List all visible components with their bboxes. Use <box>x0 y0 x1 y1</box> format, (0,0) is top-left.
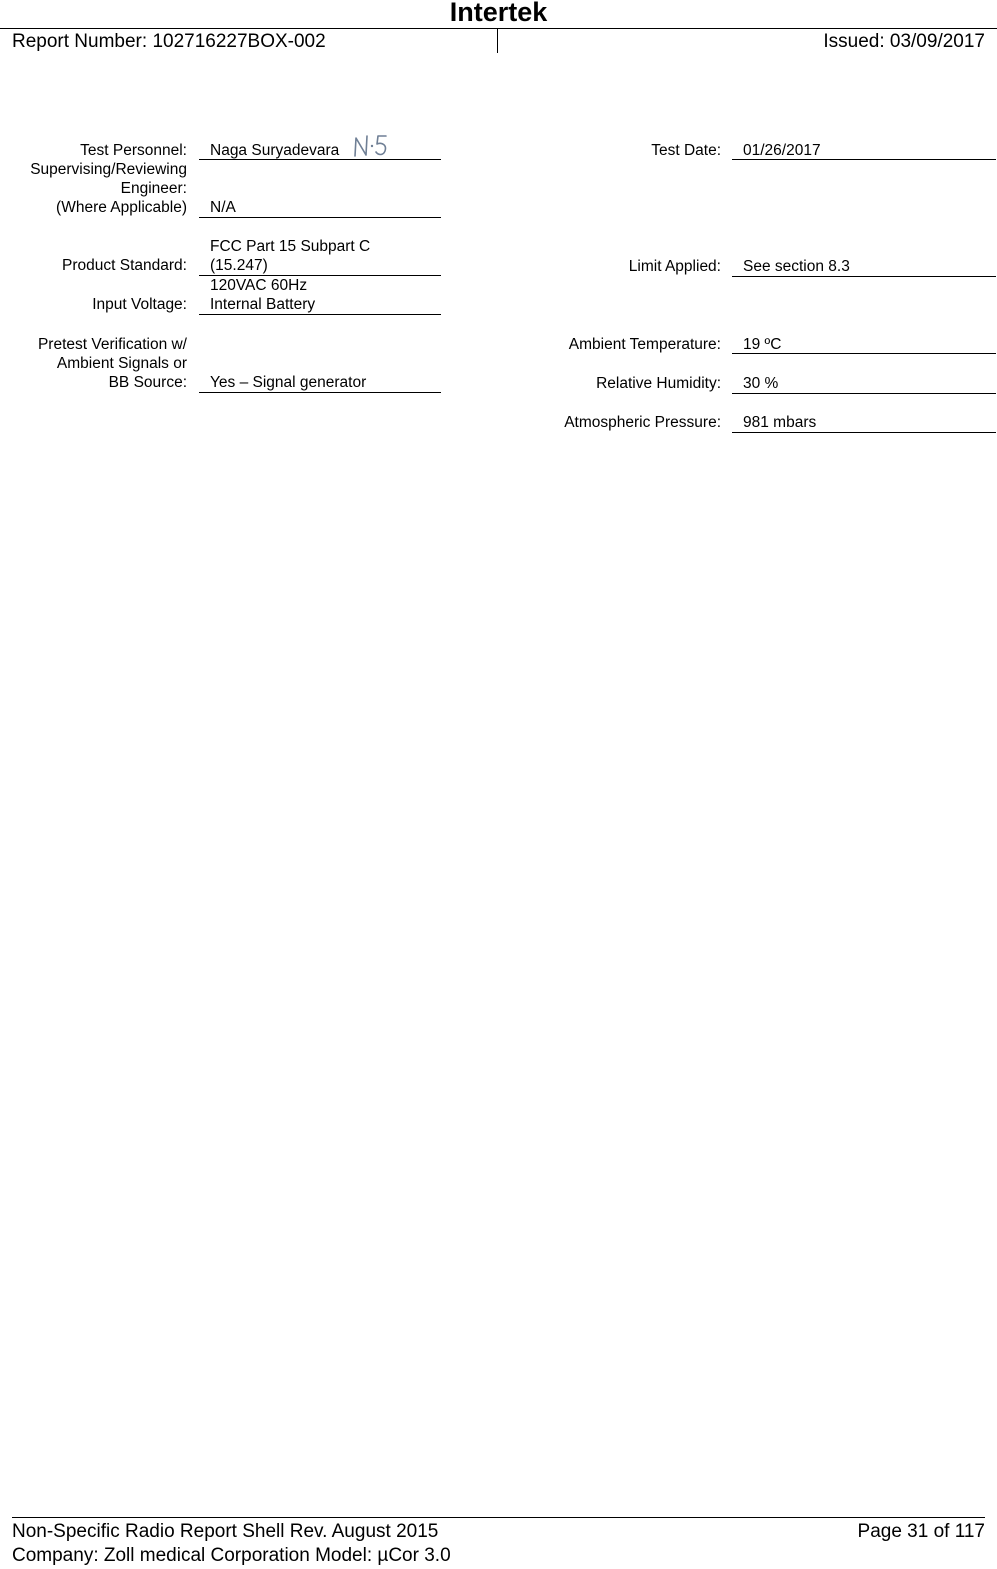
supervising-label-3: (Where Applicable) <box>56 199 187 216</box>
ambient-temperature-value: 19 ºC <box>743 336 782 353</box>
test-personnel-underline <box>199 159 441 160</box>
test-personnel-label: Test Personnel: <box>80 142 187 159</box>
footer-shell-info: Non-Specific Radio Report Shell Rev. August 2015 <box>12 1521 439 1542</box>
header-top-rule <box>0 28 997 29</box>
product-standard-value-2: (15.247) <box>210 257 268 274</box>
atmospheric-pressure-label: Atmospheric Pressure: <box>564 414 721 431</box>
test-personnel-value: Naga Suryadevara <box>210 142 340 159</box>
limit-applied-label: Limit Applied: <box>628 258 721 275</box>
input-voltage-value-1: 120VAC 60Hz <box>210 277 308 294</box>
limit-applied-underline <box>732 276 996 277</box>
pretest-label-3: BB Source: <box>108 374 187 391</box>
atmospheric-pressure-value: 981 mbars <box>743 414 817 431</box>
supervising-value: N/A <box>210 199 236 216</box>
footer-rule <box>12 1517 985 1518</box>
relative-humidity-underline <box>732 393 996 394</box>
input-voltage-label: Input Voltage: <box>92 296 187 313</box>
supervising-label-2: Engineer: <box>120 180 187 197</box>
test-date-label: Test Date: <box>651 142 721 159</box>
atmospheric-pressure-underline <box>732 432 996 433</box>
company-title: Intertek <box>449 0 548 27</box>
page-number: Page 31 of 117 <box>857 1521 985 1542</box>
pretest-label-1: Pretest Verification w/ <box>37 336 187 353</box>
pretest-underline <box>199 392 441 393</box>
supervising-underline <box>199 217 441 218</box>
pretest-label-2: Ambient Signals or <box>56 355 187 372</box>
issued-date: Issued: 03/09/2017 <box>823 31 985 52</box>
ambient-temperature-label: Ambient Temperature: <box>568 336 721 353</box>
product-standard-label: Product Standard: <box>62 257 187 274</box>
input-voltage-value-2: Internal Battery <box>210 296 316 313</box>
header-divider <box>497 29 498 53</box>
limit-applied-value: See section 8.3 <box>743 258 850 275</box>
signature-image <box>352 132 392 158</box>
relative-humidity-label: Relative Humidity: <box>596 375 721 392</box>
product-standard-value-1: FCC Part 15 Subpart C <box>210 238 371 255</box>
input-voltage-underline <box>199 314 441 315</box>
pretest-value: Yes – Signal generator <box>210 374 367 391</box>
ambient-temperature-underline <box>732 353 996 354</box>
relative-humidity-value: 30 % <box>743 375 779 392</box>
footer-company-model: Company: Zoll medical Corporation Model: µCor 3.0 <box>12 1545 451 1566</box>
test-date-value: 01/26/2017 <box>743 142 821 159</box>
supervising-label-1: Supervising/Reviewing <box>30 161 187 178</box>
report-number: Report Number: 102716227BOX-002 <box>12 31 326 52</box>
test-date-underline <box>732 159 996 160</box>
